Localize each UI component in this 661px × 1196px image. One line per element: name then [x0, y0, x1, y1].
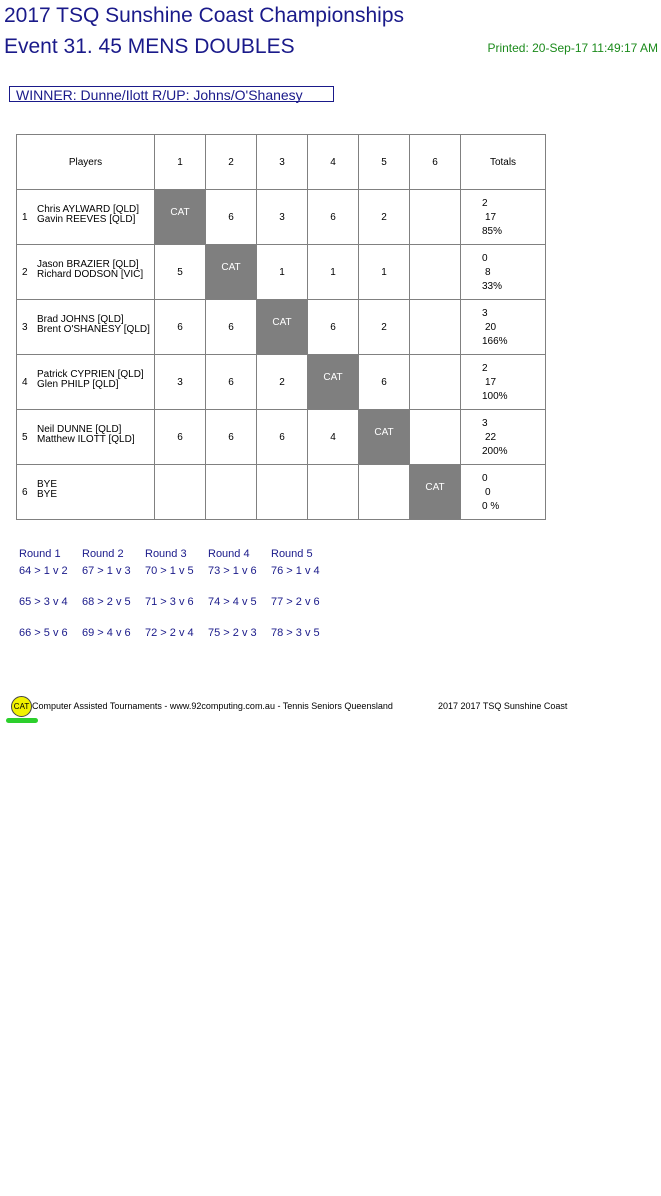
player-name: Richard DODSON [VIC] — [37, 269, 144, 280]
score-cell: 1 — [308, 245, 359, 300]
player-name: Gavin REEVES [QLD] — [37, 214, 136, 225]
total-percent: 0 % — [482, 501, 500, 512]
player-names — [37, 205, 139, 225]
round-match: 64 > 1 v 2 — [19, 565, 68, 577]
round-match: 76 > 1 v 4 — [271, 565, 320, 577]
round-match: 78 > 3 v 5 — [271, 627, 320, 639]
player-number: 6 — [22, 487, 28, 498]
footer-event-text: 2017 2017 TSQ Sunshine Coast — [438, 701, 568, 711]
totals-cell — [461, 465, 546, 520]
cat-cell — [410, 465, 461, 520]
score-cell: 6 — [206, 190, 257, 245]
cat-cell — [359, 410, 410, 465]
score-cell — [308, 465, 359, 520]
score-cell — [410, 190, 461, 245]
score-cell — [155, 465, 206, 520]
score-cell — [257, 465, 308, 520]
player-name: Matthew ILOTT [QLD] — [37, 434, 135, 445]
player-number: 5 — [22, 432, 28, 443]
totals-cell — [461, 300, 546, 355]
round-match: 72 > 2 v 4 — [145, 627, 194, 639]
cat-label: CAT — [272, 316, 292, 328]
score-cell: 2 — [257, 355, 308, 410]
player-name: BYE — [37, 489, 58, 500]
cat-cell — [206, 245, 257, 300]
printed-timestamp: Printed: 20-Sep-17 11:49:17 AM — [487, 41, 658, 55]
total-wins: 3 — [482, 308, 488, 319]
score-cell: 1 — [257, 245, 308, 300]
round-match: 65 > 3 v 4 — [19, 596, 68, 608]
totals-cell — [461, 245, 546, 300]
player-cell — [17, 465, 155, 520]
table-row — [17, 465, 546, 520]
round-label: Round 2 — [82, 548, 124, 560]
round-match: 67 > 1 v 3 — [82, 565, 131, 577]
total-percent: 85% — [482, 226, 503, 237]
total-games: 20 — [485, 322, 497, 333]
total-wins: 2 — [482, 363, 488, 374]
round-match: 69 > 4 v 6 — [82, 627, 131, 639]
round-label: Round 3 — [145, 548, 187, 560]
round-match: 71 > 3 v 6 — [145, 596, 194, 608]
score-cell — [410, 355, 461, 410]
cat-label: CAT — [374, 426, 394, 438]
round-label: Round 4 — [208, 548, 250, 560]
table-row — [17, 300, 546, 355]
round-match: 70 > 1 v 5 — [145, 565, 194, 577]
cat-cell — [257, 300, 308, 355]
col-header: 3 — [257, 135, 308, 190]
score-cell: 6 — [155, 410, 206, 465]
player-names — [37, 425, 135, 445]
score-cell — [410, 245, 461, 300]
player-name: Jason BRAZIER [QLD] — [37, 259, 139, 270]
col-header: 4 — [308, 135, 359, 190]
totals-cell — [461, 410, 546, 465]
page-title: 2017 TSQ Sunshine Coast Championships — [4, 4, 405, 27]
total-games: 22 — [485, 432, 497, 443]
score-cell: 6 — [206, 300, 257, 355]
cat-logo-icon: CAT — [11, 696, 32, 717]
col-header: 1 — [155, 135, 206, 190]
score-cell: 6 — [206, 355, 257, 410]
cat-cell — [155, 190, 206, 245]
round-match: 68 > 2 v 5 — [82, 596, 131, 608]
total-wins: 2 — [482, 198, 488, 209]
score-cell: 6 — [359, 355, 410, 410]
total-games: 0 — [485, 487, 491, 498]
logo-underline — [6, 718, 38, 723]
event-title: Event 31. 45 MENS DOUBLES — [4, 35, 295, 58]
score-cell: 6 — [155, 300, 206, 355]
score-cell: 2 — [359, 190, 410, 245]
total-percent: 100% — [482, 391, 508, 402]
player-number: 2 — [22, 267, 28, 278]
round-match: 73 > 1 v 6 — [208, 565, 257, 577]
winner-banner: WINNER: Dunne/Ilott R/UP: Johns/O'Shanesy — [9, 86, 334, 102]
player-cell — [17, 410, 155, 465]
score-cell: 6 — [308, 300, 359, 355]
total-games: 17 — [485, 377, 497, 388]
total-percent: 33% — [482, 281, 503, 292]
round-match: 74 > 4 v 5 — [208, 596, 257, 608]
score-cell: 6 — [206, 410, 257, 465]
round-label: Round 5 — [271, 548, 313, 560]
table-row — [17, 355, 546, 410]
total-wins: 3 — [482, 418, 488, 429]
total-games: 17 — [485, 212, 497, 223]
player-names — [37, 480, 57, 500]
player-cell — [17, 190, 155, 245]
player-number: 3 — [22, 322, 28, 333]
score-cell: 6 — [257, 410, 308, 465]
score-cell: 3 — [155, 355, 206, 410]
cat-label: CAT — [170, 206, 190, 218]
player-names — [37, 370, 144, 390]
player-number: 1 — [22, 212, 28, 223]
cat-cell — [308, 355, 359, 410]
totals-cell — [461, 355, 546, 410]
total-percent: 166% — [482, 336, 508, 347]
score-cell: 4 — [308, 410, 359, 465]
score-cell: 1 — [359, 245, 410, 300]
score-cell: 6 — [308, 190, 359, 245]
player-names — [37, 260, 143, 280]
player-name: BYE — [37, 479, 58, 490]
col-header: 2 — [206, 135, 257, 190]
player-cell — [17, 355, 155, 410]
round-match: 75 > 2 v 3 — [208, 627, 257, 639]
score-cell: 2 — [359, 300, 410, 355]
footer-text: Computer Assisted Tournaments - www.92computing.com.au - Tennis Seniors Queensland — [32, 701, 393, 711]
score-cell — [410, 300, 461, 355]
round-match: 77 > 2 v 6 — [271, 596, 320, 608]
total-percent: 200% — [482, 446, 508, 457]
player-names — [37, 315, 150, 335]
table-row — [17, 245, 546, 300]
col-header: 6 — [410, 135, 461, 190]
score-cell — [206, 465, 257, 520]
total-wins: 0 — [482, 473, 488, 484]
cat-label: CAT — [425, 481, 445, 493]
cat-label: CAT — [323, 371, 343, 383]
score-cell — [359, 465, 410, 520]
score-cell: 5 — [155, 245, 206, 300]
players-header: Players — [17, 135, 155, 190]
player-name: Brent O'SHANESY [QLD] — [37, 324, 150, 335]
table-header-row — [17, 135, 546, 190]
table-row — [17, 410, 546, 465]
player-name: Glen PHILP [QLD] — [37, 379, 119, 390]
player-number: 4 — [22, 377, 28, 388]
round-label: Round 1 — [19, 548, 61, 560]
totals-header: Totals — [461, 135, 546, 190]
score-cell: 3 — [257, 190, 308, 245]
totals-cell — [461, 190, 546, 245]
table-row — [17, 190, 546, 245]
player-name: Brad JOHNS [QLD] — [37, 314, 124, 325]
round-match: 66 > 5 v 6 — [19, 627, 68, 639]
player-cell — [17, 245, 155, 300]
player-cell — [17, 300, 155, 355]
player-name: Neil DUNNE [QLD] — [37, 424, 122, 435]
round-robin-table — [16, 134, 546, 520]
cat-label: CAT — [221, 261, 241, 273]
total-wins: 0 — [482, 253, 488, 264]
player-name: Chris AYLWARD [QLD] — [37, 204, 140, 215]
total-games: 8 — [485, 267, 491, 278]
col-header: 5 — [359, 135, 410, 190]
player-name: Patrick CYPRIEN [QLD] — [37, 369, 144, 380]
score-cell — [410, 410, 461, 465]
